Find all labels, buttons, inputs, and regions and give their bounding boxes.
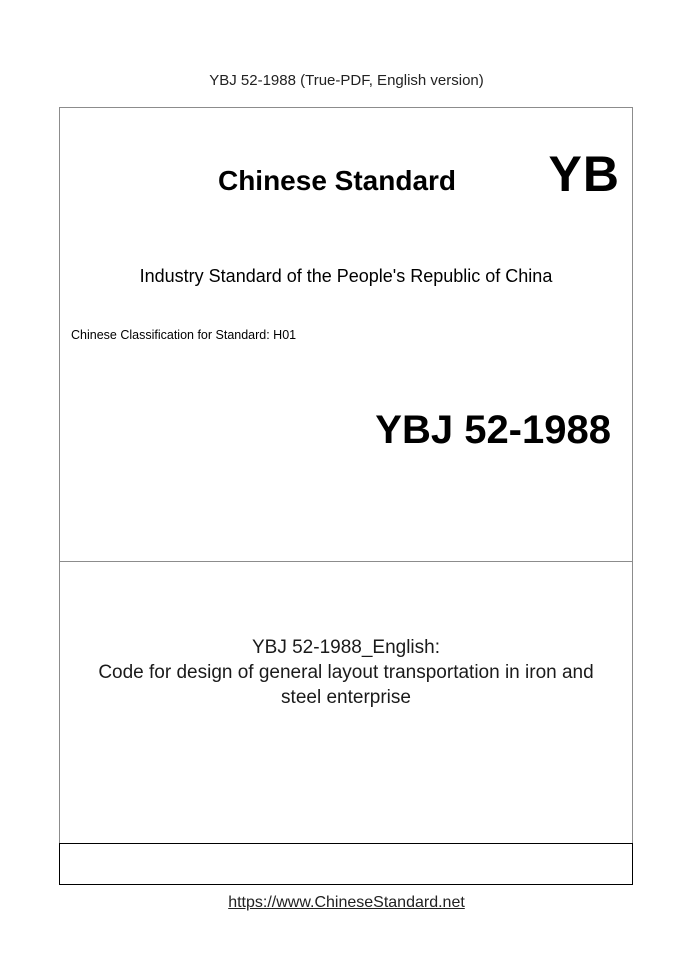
standard-title: Chinese Standard [217,165,457,196]
cover-frame [59,107,633,885]
document-title-line: YBJ 52-1988_English: [251,637,440,658]
cover-upper-section [60,108,632,562]
standard-number: YBJ 52-1988 [375,408,611,452]
industry-standard-line: Industry Standard of the People's Republic of China [139,266,553,286]
document-title-line: steel enterprise [281,687,411,708]
document-title [66,635,626,710]
category-code: YB [548,146,620,202]
document-title-line: Code for design of general layout transportation in iron and [98,662,594,683]
classification-line: Chinese Classification for Standard: H01 [71,328,297,342]
website-link[interactable]: https://www.ChineseStandard.net [228,894,465,911]
cover-lower-section [60,562,632,843]
page-header: YBJ 52-1988 (True-PDF, English version) [209,72,484,89]
cover-footer-box [59,843,633,885]
